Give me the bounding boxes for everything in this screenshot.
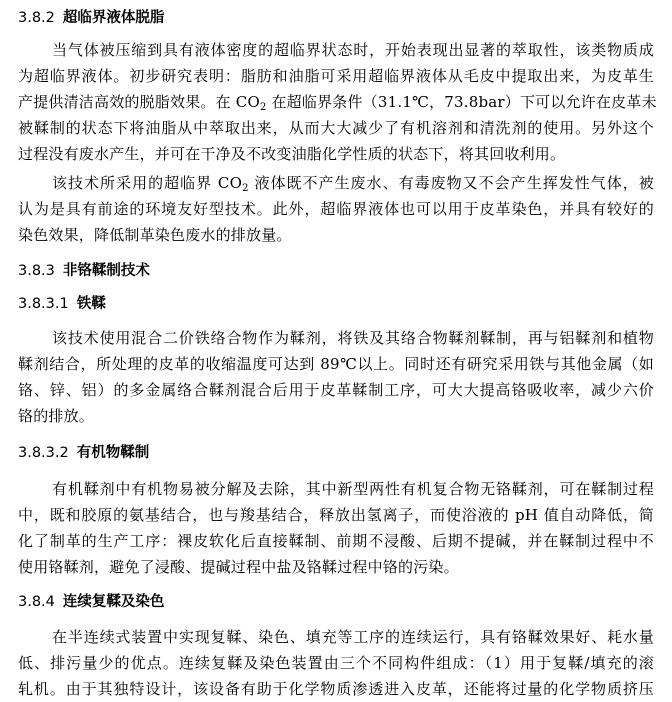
section-title: 铁鞣 xyxy=(76,295,106,312)
paragraph-line xyxy=(18,89,657,115)
section-number: 3.8.3.2 xyxy=(18,445,69,461)
section-heading-3-8-4 xyxy=(18,592,164,612)
section-heading-3-8-3-2 xyxy=(18,443,149,463)
paragraph-line: 铬的排放。 xyxy=(18,407,95,425)
section-heading-3-8-3-1 xyxy=(18,294,106,314)
section-title: 连续复鞣及染色 xyxy=(62,593,165,610)
paragraph-line: 中，既和胶原的氨基结合，也与羧基结合，释放出氢离子，而使浴液的 pH 值自动降低，简 xyxy=(18,506,654,524)
paragraph-line: 铬、锌、铝）的多金属络合鞣剂混合后用于皮革鞣制工序，可大大提高铬吸收率，减少六价 xyxy=(18,381,654,399)
section-number: 3.8.2 xyxy=(18,10,55,26)
paragraph-line: 使用铬鞣剂，避免了浸酸、提碱过程中盐及铬鞣过程中铬的污染。 xyxy=(18,558,459,576)
paragraph-line: 为超临界液体。初步研究表明：脂肪和油脂可采用超临界液体从毛皮中提取出来，为皮革生 xyxy=(18,67,654,85)
paragraph-line: 轧机。由于其独特设计，该设备有助于化学物质渗透进入皮革，还能将过量的化学物质挤压 xyxy=(18,680,654,698)
paragraph-line: 有机鞣剂中有机物易被分解及去除，其中新型两性有机复合物无铬鞣剂，可在鞣制过程 xyxy=(52,480,654,498)
text-run: 产提供清洁高效的脱脂效果。在 CO xyxy=(18,93,260,111)
text-run: 该技术所采用的超临界 CO xyxy=(52,174,243,192)
paragraph-line: 在半连续式装置中实现复鞣、染色、填充等工序的连续运行，具有铬鞣效果好、耗水量 xyxy=(52,628,654,646)
paragraph-line xyxy=(52,170,654,196)
subscript: 2 xyxy=(259,102,267,113)
paragraph-line: 过程没有废水产生，并可在干净及不改变油脂化学性质的状态下，将其回收利用。 xyxy=(18,145,566,163)
section-heading-3-8-2 xyxy=(18,8,164,28)
text-run: 液体既不产生废水、有毒废物又不会产生挥发性气体，被 xyxy=(248,174,654,192)
paragraph-line: 认为是具有前途的环境友好型技术。此外，超临界液体也可以用于皮革染色，并具有较好的 xyxy=(18,200,654,218)
paragraph-line: 被鞣制的状态下将油脂从中萃取出来，从而大大减少了有机溶剂和清洗剂的使用。另外这个 xyxy=(18,119,654,137)
paragraph-line: 该技术使用混合二价铁络合物作为鞣剂，将铁及其络合物鞣剂鞣制，再与铝鞣剂和植物 xyxy=(52,329,654,347)
section-number: 3.8.3.1 xyxy=(18,296,69,312)
section-number: 3.8.4 xyxy=(18,594,55,610)
paragraph-line: 低、排污量少的优点。连续复鞣及染色装置由三个不同构件组成：（1）用于复鞣/填充的滚 xyxy=(18,654,654,672)
text-run: 在超临界条件（31.1℃，73.8bar）下可以允许在皮革未 xyxy=(266,93,657,111)
section-number: 3.8.3 xyxy=(18,263,55,279)
section-title: 有机物鞣制 xyxy=(76,444,150,461)
paragraph-line: 鞣剂结合，所处理的皮革的收缩温度可达到 89℃以上。同时还有研究采用铁与其他金属（如 xyxy=(18,355,654,373)
section-title: 超临界液体脱脂 xyxy=(62,9,165,26)
paragraph-line: 染色效果，降低制革染色废水的排放量。 xyxy=(18,226,292,244)
subscript: 2 xyxy=(242,183,249,194)
paragraph-line: 化了制革的生产工序：裸皮软化后直接鞣制、前期不浸酸、后期不提碱，并在鞣制过程中不 xyxy=(18,532,654,550)
section-title: 非铬鞣制技术 xyxy=(62,262,150,279)
section-heading-3-8-3 xyxy=(18,261,150,281)
paragraph-line: 当气体被压缩到具有液体密度的超临界状态时，开始表现出显著的萃取性，该类物质成 xyxy=(52,41,654,59)
